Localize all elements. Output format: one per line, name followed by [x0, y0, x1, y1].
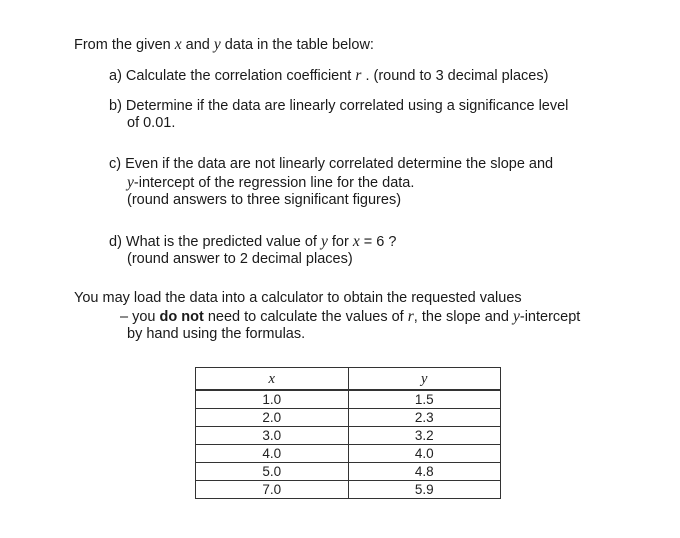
cell-x: 1.0 — [196, 390, 349, 409]
note-line2: – you do not need to calculate the values of r, the slope and y-intercept — [120, 308, 581, 325]
note-line1: You may load the data into a calculator to obtain the requested values — [74, 290, 522, 306]
part-a: a) Calculate the correlation coefficient r . (round to 3 decimal places) — [109, 67, 549, 84]
cell-y: 1.5 — [348, 390, 501, 409]
cell-y: 5.9 — [348, 481, 501, 499]
part-c-line1: c) Even if the data are not linearly correlated determine the slope and — [109, 156, 554, 172]
cell-x: 3.0 — [196, 427, 349, 445]
cell-y: 3.2 — [348, 427, 501, 445]
emphasis-do-not: do not — [159, 309, 204, 325]
cell-y: 4.8 — [348, 463, 501, 481]
var-r: r — [355, 67, 362, 84]
cell-y: 2.3 — [348, 409, 501, 427]
var-r: r — [407, 308, 414, 325]
table-row — [196, 463, 501, 481]
table-header-row — [196, 368, 501, 391]
table-row — [196, 445, 501, 463]
var-x: x — [352, 233, 360, 250]
cell-x: 7.0 — [196, 481, 349, 499]
intro-text: From the given x and y data in the table below: — [74, 36, 374, 53]
column-header-y: y — [348, 368, 501, 391]
part-c-line3: (round answers to three significant figures) — [127, 192, 402, 208]
data-table — [195, 367, 501, 499]
cell-x: 5.0 — [196, 463, 349, 481]
part-d-line2: (round answer to 2 decimal places) — [127, 251, 353, 267]
part-b-line1: b) Determine if the data are linearly correlated using a significance level — [109, 98, 569, 114]
var-x: x — [174, 36, 182, 53]
part-b-line2: of 0.01. — [127, 115, 176, 131]
cell-x: 4.0 — [196, 445, 349, 463]
part-d-line1: d) What is the predicted value of y for x = 6 ? — [109, 233, 397, 250]
table-row — [196, 481, 501, 499]
var-y: y — [213, 36, 221, 53]
part-c-line2: y-intercept of the regression line for the data. — [127, 174, 415, 191]
column-header-x: x — [196, 368, 349, 391]
table-row — [196, 427, 501, 445]
table-row — [196, 409, 501, 427]
table-row — [196, 390, 501, 409]
var-y: y — [127, 174, 134, 191]
var-y: y — [320, 233, 328, 250]
cell-y: 4.0 — [348, 445, 501, 463]
cell-x: 2.0 — [196, 409, 349, 427]
note-line3: by hand using the formulas. — [127, 326, 306, 342]
var-y: y — [512, 308, 520, 325]
